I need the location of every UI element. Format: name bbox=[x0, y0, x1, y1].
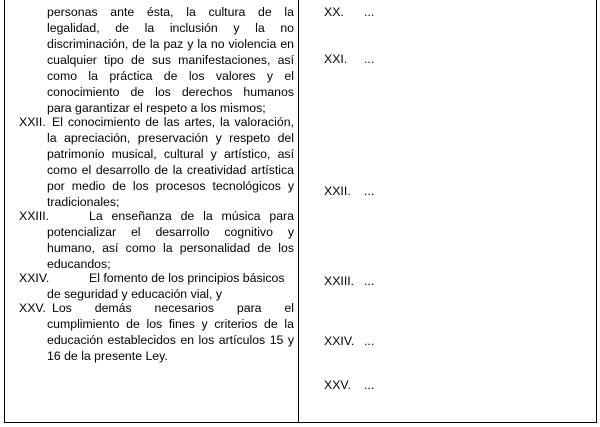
text-line: cualquier tipo de sus manifestaciones, así bbox=[47, 53, 294, 67]
text-line: Los demás necesarios para el bbox=[52, 301, 294, 315]
text-line: de seguridad y educación vial, y bbox=[47, 287, 222, 301]
text-line: legalidad, de la inclusión y la no bbox=[47, 21, 294, 35]
item-number: XXIV. bbox=[324, 334, 355, 348]
text-line: como la práctica de los valores y el bbox=[47, 69, 294, 83]
text-line: por medio de los procesos tecnológicos y bbox=[47, 179, 294, 193]
ellipsis-text: ... bbox=[364, 52, 375, 66]
item-number: XXI. bbox=[324, 52, 348, 66]
ellipsis-text: ... bbox=[364, 274, 375, 288]
item-number: XXIII. bbox=[19, 209, 50, 223]
text-line: discriminación, de la paz y la no violencia en bbox=[47, 37, 294, 51]
ellipsis-text: ... bbox=[364, 184, 375, 198]
text-line: cumplimiento de los fines y criterios de la bbox=[47, 317, 294, 331]
item-number: XX. bbox=[324, 5, 344, 19]
item-number: XXIII. bbox=[324, 274, 355, 288]
text-line: El fomento de los principios básicos bbox=[89, 271, 285, 285]
item-number: XXIV. bbox=[19, 271, 50, 285]
text-line: patrimonio musical, cultural y artístico, así bbox=[47, 147, 294, 161]
column-divider bbox=[298, 0, 299, 423]
text-line: personas ante ésta, la cultura de la bbox=[47, 5, 294, 19]
text-line: como el desarrollo de la creatividad artística bbox=[47, 163, 294, 177]
ellipsis-text: ... bbox=[364, 5, 375, 19]
text-line: humano, así como la personalidad de los bbox=[47, 241, 294, 255]
ellipsis-text: ... bbox=[364, 334, 375, 348]
text-line: El conocimiento de las artes, la valoración, bbox=[52, 115, 294, 129]
text-line: conocimiento de los derechos humanos bbox=[47, 85, 294, 99]
text-line: para garantizar el respeto a los mismos; bbox=[47, 101, 266, 115]
text-line: la apreciación, preservación y respeto del bbox=[47, 131, 294, 145]
text-line: educación establecidos en los artículos 15 y bbox=[47, 333, 294, 347]
item-number: XXII. bbox=[19, 115, 46, 129]
item-number: XXV. bbox=[324, 378, 351, 392]
text-line: potencializar el desarrollo cognitivo y bbox=[47, 225, 294, 239]
text-line: 16 de la presente Ley. bbox=[47, 349, 168, 363]
text-line: educandos; bbox=[47, 257, 111, 271]
item-number: XXII. bbox=[324, 184, 351, 198]
item-number: XXV. bbox=[19, 301, 46, 315]
ellipsis-text: ... bbox=[364, 378, 375, 392]
text-line: tradicionales; bbox=[47, 195, 120, 209]
text-line: La enseñanza de la música para bbox=[89, 209, 294, 223]
